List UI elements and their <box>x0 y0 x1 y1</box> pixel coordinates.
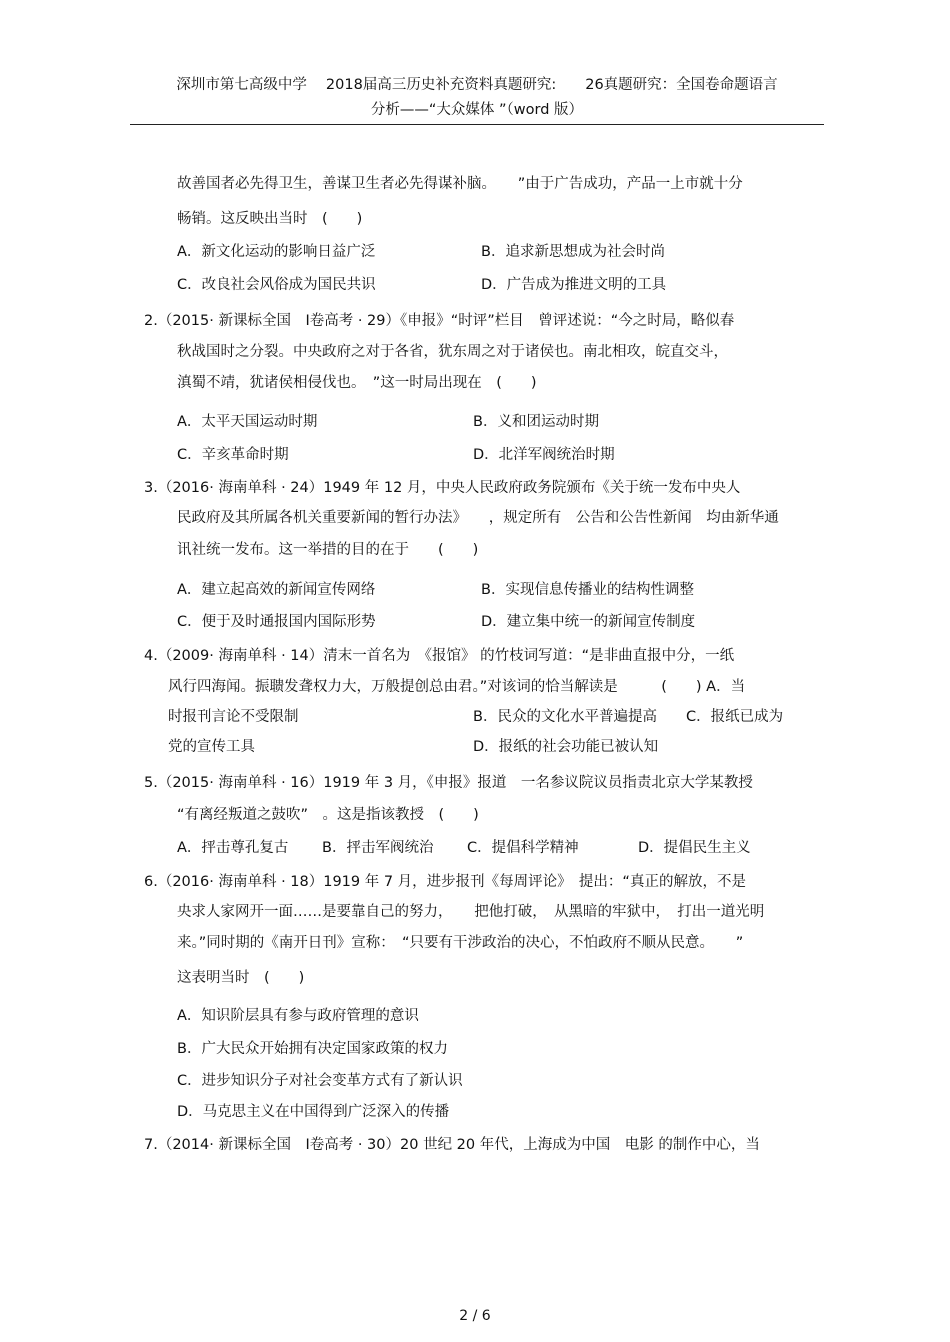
q2-stem-line-3: 滇蜀不靖，犹诸侯相侵伐也。 ”这一时局出现在 ( ) <box>177 375 537 391</box>
q7-stem-line-1: 7.（2014· 新课标全国 Ⅰ卷高考 · 30）20 世纪 20 年代，上海成为中国 电影 的制作中心，当 <box>144 1137 760 1153</box>
q3-stem-line-1: 3.（2016· 海南单科 · 24）1949 年 12 月，中央人民政府政务院颁布《关于统一发布中央人 <box>144 480 741 496</box>
header-line-2: 分析——“大众媒体 ”（word 版） <box>370 102 584 118</box>
q3-stem-line-2: 民政府及其所属各机关重要新闻的暂行办法》 ，规定所有 公告和公告性新闻 均由新华通 <box>177 510 779 526</box>
q2-stem-line-1: 2.（2015· 新课标全国 Ⅰ卷高考 · 29）《申报》“时评”栏目 曾评述说：“今之时局，略似春 <box>144 313 735 329</box>
q3-option-b: B．实现信息传播业的结构性调整 <box>481 582 694 598</box>
header-divider <box>130 124 824 125</box>
q2-option-c: C．辛亥革命时期 <box>177 447 289 463</box>
q4-stem-line-1: 4.（2009· 海南单科 · 14）清末一首名为 《报馆》 的竹枝词写道：“是非曲直报中分，一纸 <box>144 648 735 664</box>
q2-option-d: D．北洋军阀统治时期 <box>473 447 615 463</box>
q2-stem-line-2: 秋战国时之分裂。中央政府之对于各省，犹东周之对于诸侯也。南北相攻，皖直交斗， <box>177 344 728 360</box>
q6-stem-line-1: 6.（2016· 海南单科 · 18）1919 年 7 月，进步报刊《每周评论》 提出：“真正的解放，不是 <box>144 874 746 890</box>
q6-option-b: B．广大民众开始拥有决定国家政策的权力 <box>177 1041 448 1057</box>
q3-option-c: C．便于及时通报国内国际形势 <box>177 614 376 630</box>
q6-option-c: C．进步知识分子对社会变革方式有了新认识 <box>177 1073 463 1089</box>
q5-stem-line-1: 5.（2015· 海南单科 · 16）1919 年 3 月，《申报》报道 一名参议院议员指责北京大学某教授 <box>144 775 753 791</box>
q4-line-3-left: 时报刊言论不受限制 <box>168 709 299 725</box>
q2-option-b: B．义和团运动时期 <box>473 414 599 430</box>
q5-option-c: C．提倡科学精神 <box>467 840 579 856</box>
q1-option-c: C．改良社会风俗成为国民共识 <box>177 277 376 293</box>
q4-line-4-left: 党的宣传工具 <box>168 739 255 755</box>
q3-option-d: D．建立集中统一的新闻宣传制度 <box>481 614 696 630</box>
q1-option-b: B．追求新思想成为社会时尚 <box>481 244 665 260</box>
q1-stem-line-1: 故善国者必先得卫生，善谋卫生者必先得谋补脑。 ”由于广告成功，产品一上市就十分 <box>177 176 743 192</box>
q1-option-d: D．广告成为推进文明的工具 <box>481 277 667 293</box>
q5-option-b: B．抨击军阀统治 <box>322 840 434 856</box>
q3-stem-line-3: 讯社统一发布。这一举措的目的在于 ( ) <box>177 542 479 558</box>
q4-stem-line-2: 风行四海闻。振聩发聋权力大，万般提创总由君。”对该词的恰当解读是 ( ) A．当 <box>168 679 746 695</box>
q6-stem-line-3: 来。”同时期的《南开日刊》宣称： “只要有干涉政治的决心，不怕政府不顺从民意。 ” <box>177 935 744 951</box>
q5-stem-line-2: “有离经叛道之鼓吹” 。这是指该教授 ( ) <box>177 807 479 823</box>
q2-option-a: A．太平天国运动时期 <box>177 414 318 430</box>
q6-stem-line-4: 这表明当时 ( ) <box>177 970 305 986</box>
q3-option-a: A．建立起高效的新闻宣传网络 <box>177 582 376 598</box>
q6-option-d: D．马克思主义在中国得到广泛深入的传播 <box>177 1104 450 1120</box>
q6-option-a: A．知识阶层具有参与政府管理的意识 <box>177 1008 419 1024</box>
q1-stem-line-2: 畅销。这反映出当时 ( ) <box>177 211 363 227</box>
q5-option-a: A．抨击尊孔复古 <box>177 840 289 856</box>
q6-stem-line-2: 央求人家网开一面……是要靠自己的努力， 把他打破， 从黑暗的牢狱中， 打出一道光明 <box>177 904 765 920</box>
header-line-1: 深圳市第七高级中学 2018届高三历史补充资料真题研究: 26真题研究：全国卷命题语言 <box>176 77 778 93</box>
q1-option-a: A．新文化运动的影响日益广泛 <box>177 244 376 260</box>
q4-line-3-right: B．民众的文化水平普遍提高 C．报纸已成为 <box>473 709 784 725</box>
q5-option-d: D．提倡民生主义 <box>638 840 751 856</box>
q4-option-d: D．报纸的社会功能已被认知 <box>473 739 659 755</box>
page-number: 2 / 6 <box>459 1308 491 1324</box>
